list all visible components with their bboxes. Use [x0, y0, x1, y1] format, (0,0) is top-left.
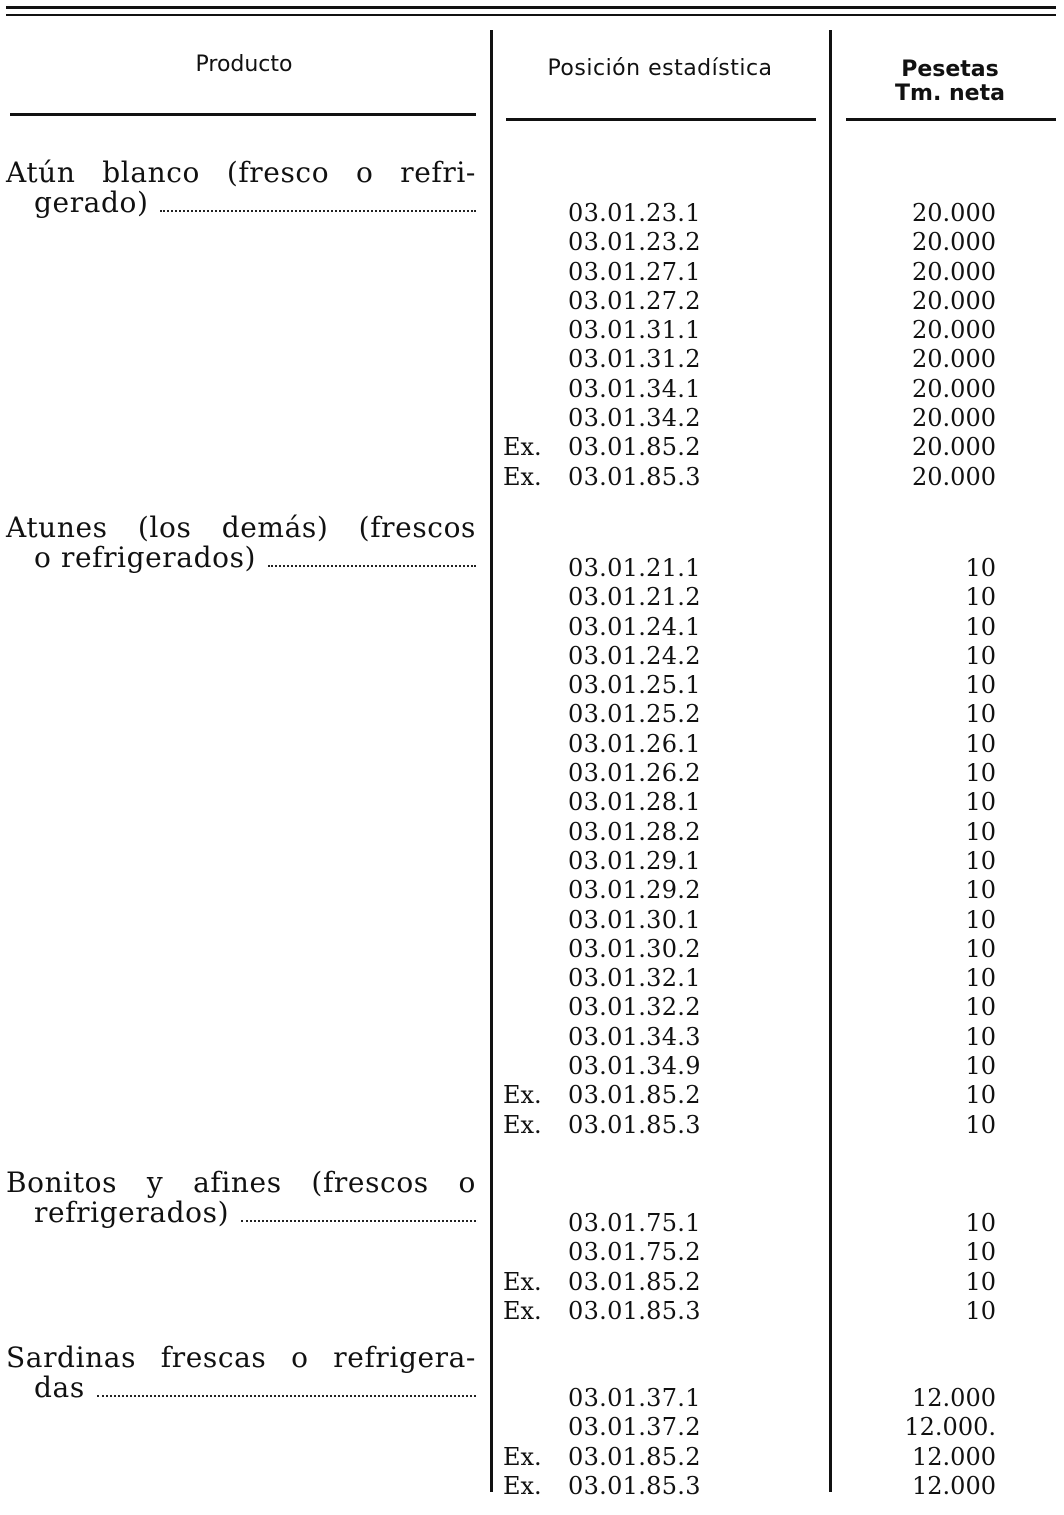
table-row: [0, 1443, 1064, 1472]
header-pesetas-line1: Pesetas: [901, 57, 999, 82]
pesetas-value: 10: [965, 876, 996, 905]
pesetas-value: 20.000: [912, 286, 996, 315]
top-double-rule-lower: [6, 14, 1056, 16]
table-row: [0, 993, 1064, 1022]
table-row: [0, 1472, 1064, 1501]
pesetas-value: 10: [965, 700, 996, 729]
position-code: 03.01.27.1: [568, 257, 701, 286]
product-name-line2-text: o refrigerados): [34, 541, 257, 574]
header-rule-position: [506, 118, 816, 121]
pesetas-value: 10: [965, 1267, 996, 1296]
pesetas-value: 10: [965, 1209, 996, 1237]
table-row: [0, 1413, 1064, 1442]
position-code: 03.01.24.2: [568, 641, 701, 670]
position-code: 03.01.23.2: [568, 228, 701, 257]
position-code: 03.01.75.2: [568, 1238, 701, 1267]
position-code: 03.01.27.2: [568, 286, 701, 315]
code-rows: [0, 1209, 1064, 1326]
table-row: [0, 876, 1064, 905]
table-row: [0, 935, 1064, 964]
pesetas-value: 10: [965, 1110, 996, 1139]
code-rows: [0, 199, 1064, 492]
pesetas-value: 10: [965, 1022, 996, 1051]
position-code: 03.01.25.1: [568, 671, 701, 700]
header-position: Posición estadística: [547, 56, 773, 81]
ex-prefix: Ex.: [503, 1267, 542, 1296]
table-row: [0, 404, 1064, 433]
pesetas-value: 10: [965, 993, 996, 1022]
table-row: [0, 906, 1064, 935]
product-name-line1: Atunes (los demás) (frescos: [6, 511, 476, 544]
position-code: 03.01.26.1: [568, 729, 701, 758]
pesetas-value: 20.000: [912, 462, 996, 491]
ex-prefix: Ex.: [503, 1442, 542, 1471]
position-code: 03.01.25.2: [568, 700, 701, 729]
table-row: [0, 287, 1064, 316]
position-code: 03.01.26.2: [568, 759, 701, 788]
position-code: 03.01.85.2: [568, 1081, 701, 1110]
ex-prefix: Ex.: [503, 462, 542, 491]
position-code: 03.01.85.3: [568, 1296, 701, 1325]
position-code: 03.01.32.1: [568, 964, 701, 993]
pesetas-value: 10: [965, 612, 996, 641]
header-pesetas-line2: Tm. neta: [895, 81, 1005, 106]
position-code: 03.01.30.2: [568, 934, 701, 963]
table-row: [0, 700, 1064, 729]
table-row: [0, 613, 1064, 642]
table-row: [0, 345, 1064, 374]
header-product: Producto: [195, 52, 293, 77]
pesetas-value: 12.000: [912, 1442, 996, 1471]
position-code: 03.01.85.3: [568, 462, 701, 491]
top-double-rule-upper: [6, 6, 1056, 9]
pesetas-value: 10: [965, 905, 996, 934]
pesetas-value: 10: [965, 934, 996, 963]
table-row: [0, 1052, 1064, 1081]
table-row: [0, 316, 1064, 345]
position-code: 03.01.28.1: [568, 788, 701, 817]
table-row: [0, 847, 1064, 876]
pesetas-value: 12.000: [912, 1384, 996, 1412]
position-code: 03.01.28.2: [568, 817, 701, 846]
position-code: 03.01.31.2: [568, 345, 701, 374]
pesetas-value: 10: [965, 964, 996, 993]
pesetas-value: 10: [965, 671, 996, 700]
pesetas-value: 10: [965, 1081, 996, 1110]
pesetas-value: 10: [965, 817, 996, 846]
ex-prefix: Ex.: [503, 1296, 542, 1325]
pesetas-value: 10: [965, 788, 996, 817]
table-row: [0, 730, 1064, 759]
table-row: [0, 1081, 1064, 1110]
pesetas-value: 10: [965, 554, 996, 582]
position-code: 03.01.23.1: [568, 199, 701, 227]
table-row: [0, 199, 1064, 228]
position-code: 03.01.75.1: [568, 1209, 701, 1237]
table-row: [0, 228, 1064, 257]
table-row: [0, 375, 1064, 404]
table-row: [0, 642, 1064, 671]
position-code: 03.01.34.2: [568, 404, 701, 433]
code-rows: [0, 554, 1064, 1140]
position-code: 03.01.85.2: [568, 1442, 701, 1471]
table-row: [0, 1238, 1064, 1267]
table-row: [0, 1023, 1064, 1052]
table-row: [0, 671, 1064, 700]
pesetas-value: 20.000: [912, 199, 996, 227]
position-code: 03.01.85.3: [568, 1471, 701, 1500]
position-code: 03.01.37.1: [568, 1384, 701, 1412]
table-row: [0, 1209, 1064, 1238]
product-name-line2-text: das: [34, 1371, 85, 1404]
table-row: [0, 463, 1064, 492]
header-rule-pesetas: [846, 118, 1056, 121]
pesetas-value: 10: [965, 729, 996, 758]
position-code: 03.01.29.1: [568, 846, 701, 875]
product-name-line1: Atún blanco (fresco o refri-: [6, 156, 476, 189]
pesetas-value: 20.000: [912, 257, 996, 286]
table-row: [0, 1268, 1064, 1297]
pesetas-value: 10: [965, 1238, 996, 1267]
position-code: 03.01.30.1: [568, 905, 701, 934]
table-row: [0, 964, 1064, 993]
position-code: 03.01.37.2: [568, 1413, 701, 1442]
table-row: [0, 1297, 1064, 1326]
table-row: [0, 258, 1064, 287]
ex-prefix: Ex.: [503, 1081, 542, 1110]
table-row: [0, 759, 1064, 788]
table-row: [0, 1111, 1064, 1140]
pesetas-value: 10: [965, 1052, 996, 1081]
pesetas-value: 12.000: [912, 1471, 996, 1500]
table-row: [0, 583, 1064, 612]
position-code: 03.01.85.2: [568, 1267, 701, 1296]
header-pesetas: [840, 58, 1060, 106]
table-row: [0, 433, 1064, 462]
table-row: [0, 818, 1064, 847]
pesetas-value: 10: [965, 759, 996, 788]
pesetas-value: 10: [965, 583, 996, 612]
pesetas-value: 20.000: [912, 404, 996, 433]
pesetas-value: 12.000.: [904, 1413, 996, 1442]
header-rule-product: [10, 113, 476, 116]
position-code: 03.01.24.1: [568, 612, 701, 641]
position-code: 03.01.21.1: [568, 554, 701, 582]
pesetas-value: 10: [965, 846, 996, 875]
pesetas-value: 20.000: [912, 228, 996, 257]
position-code: 03.01.34.9: [568, 1052, 701, 1081]
pesetas-value: 10: [965, 1296, 996, 1325]
code-rows: [0, 1384, 1064, 1501]
position-code: 03.01.34.1: [568, 374, 701, 403]
pesetas-value: 20.000: [912, 345, 996, 374]
position-code: 03.01.29.2: [568, 876, 701, 905]
product-name-line1: Bonitos y afines (frescos o: [6, 1166, 476, 1199]
table-row: [0, 788, 1064, 817]
ex-prefix: Ex.: [503, 1110, 542, 1139]
position-code: 03.01.85.2: [568, 433, 701, 462]
product-name-line2-text: refrigerados): [34, 1196, 230, 1229]
position-code: 03.01.31.1: [568, 316, 701, 345]
table-row: [0, 1384, 1064, 1413]
pesetas-value: 20.000: [912, 374, 996, 403]
product-name-line1: Sardinas frescas o refrigera-: [6, 1341, 476, 1374]
pesetas-value: 20.000: [912, 316, 996, 345]
position-code: 03.01.34.3: [568, 1022, 701, 1051]
position-code: 03.01.21.2: [568, 583, 701, 612]
position-code: 03.01.32.2: [568, 993, 701, 1022]
pesetas-value: 10: [965, 641, 996, 670]
table-row: [0, 554, 1064, 583]
pesetas-value: 20.000: [912, 433, 996, 462]
product-name-line2-text: gerado): [34, 186, 149, 219]
ex-prefix: Ex.: [503, 1471, 542, 1500]
position-code: 03.01.85.3: [568, 1110, 701, 1139]
ex-prefix: Ex.: [503, 433, 542, 462]
